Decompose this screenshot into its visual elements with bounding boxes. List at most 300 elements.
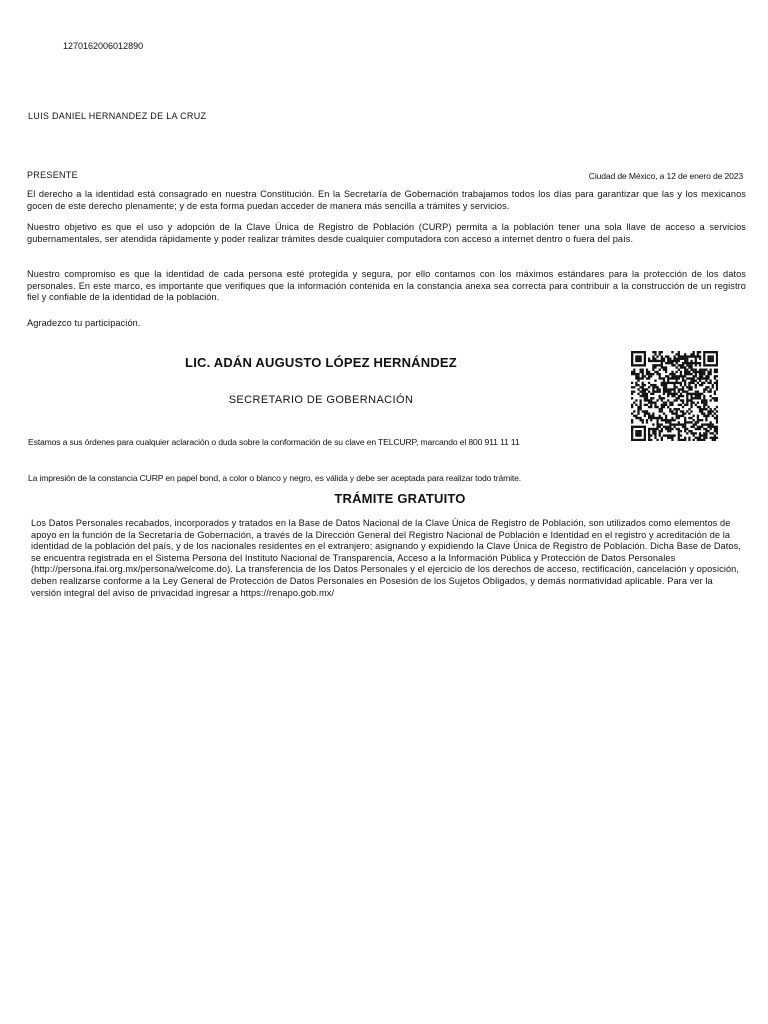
qr-module — [631, 360, 633, 362]
qr-module — [656, 388, 658, 390]
qr-module — [678, 423, 680, 425]
qr-module — [703, 439, 705, 441]
qr-module — [707, 430, 709, 432]
qr-module — [648, 391, 650, 393]
qr-module — [659, 430, 661, 432]
qr-module — [631, 432, 633, 434]
qr-module — [639, 430, 641, 432]
qr-module — [714, 377, 716, 379]
qr-module — [644, 404, 646, 406]
qr-module — [669, 373, 671, 375]
qr-module — [684, 369, 686, 371]
qr-module — [659, 423, 661, 425]
qr-module — [667, 393, 669, 395]
qr-module — [716, 355, 718, 357]
qr-module — [648, 417, 650, 419]
qr-module — [705, 401, 707, 403]
qr-module — [631, 434, 633, 436]
qr-module — [693, 371, 695, 373]
qr-module — [665, 362, 667, 364]
qr-module — [714, 393, 716, 395]
qr-module — [697, 371, 699, 373]
qr-module — [682, 439, 684, 441]
qr-module — [671, 388, 673, 390]
qr-module — [644, 434, 646, 436]
qr-module — [659, 417, 661, 419]
qr-module — [693, 401, 695, 403]
qr-module — [701, 408, 703, 410]
qr-module — [633, 386, 635, 388]
qr-module — [686, 421, 688, 423]
qr-module — [656, 417, 658, 419]
qr-module — [669, 434, 671, 436]
qr-module — [684, 412, 686, 414]
qr-module — [650, 397, 652, 399]
qr-module — [654, 380, 656, 382]
qr-module — [667, 434, 669, 436]
qr-module — [701, 384, 703, 386]
qr-module — [712, 426, 714, 428]
qr-module — [661, 355, 663, 357]
qr-module — [690, 373, 692, 375]
qr-module — [716, 386, 718, 388]
qr-module — [661, 362, 663, 364]
qr-module — [635, 373, 637, 375]
qr-module — [697, 419, 699, 421]
qr-module — [635, 432, 637, 434]
qr-module — [659, 353, 661, 355]
qr-module — [659, 377, 661, 379]
qr-module — [690, 410, 692, 412]
qr-module — [705, 386, 707, 388]
qr-module — [716, 397, 718, 399]
qr-module — [652, 366, 654, 368]
qr-module — [710, 351, 712, 353]
qr-module — [714, 364, 716, 366]
qr-module — [650, 439, 652, 441]
qr-module — [659, 373, 661, 375]
qr-module — [673, 399, 675, 401]
qr-module — [690, 377, 692, 379]
qr-module — [656, 421, 658, 423]
qr-module — [682, 406, 684, 408]
qr-module — [693, 415, 695, 417]
qr-module — [686, 377, 688, 379]
qr-module — [671, 382, 673, 384]
qr-module — [676, 408, 678, 410]
qr-module — [699, 373, 701, 375]
qr-module — [690, 353, 692, 355]
qr-module — [671, 395, 673, 397]
qr-module — [654, 371, 656, 373]
qr-module — [703, 351, 705, 353]
qr-module — [671, 417, 673, 419]
qr-module — [693, 393, 695, 395]
qr-module — [656, 373, 658, 375]
qr-module — [716, 380, 718, 382]
qr-module — [688, 393, 690, 395]
qr-module — [644, 388, 646, 390]
qr-module — [652, 360, 654, 362]
qr-module — [676, 399, 678, 401]
qr-module — [716, 406, 718, 408]
qr-module — [707, 391, 709, 393]
qr-module — [680, 355, 682, 357]
qr-module — [703, 404, 705, 406]
qr-module — [669, 388, 671, 390]
qr-module — [637, 410, 639, 412]
qr-module — [701, 377, 703, 379]
qr-module — [682, 388, 684, 390]
qr-module — [716, 362, 718, 364]
qr-module — [650, 428, 652, 430]
qr-module — [712, 415, 714, 417]
qr-module — [631, 373, 633, 375]
qr-module — [699, 371, 701, 373]
qr-module — [635, 404, 637, 406]
qr-module — [710, 421, 712, 423]
qr-module — [705, 380, 707, 382]
qr-module — [639, 406, 641, 408]
qr-module — [631, 351, 633, 353]
qr-module — [690, 362, 692, 364]
qr-module — [642, 373, 644, 375]
qr-module — [707, 364, 709, 366]
qr-module — [697, 355, 699, 357]
qr-module — [682, 375, 684, 377]
qr-module — [678, 395, 680, 397]
qr-module — [667, 399, 669, 401]
qr-module — [644, 351, 646, 353]
qr-module — [665, 391, 667, 393]
qr-module — [684, 371, 686, 373]
qr-module — [684, 355, 686, 357]
qr-module — [712, 360, 714, 362]
qr-module — [707, 373, 709, 375]
qr-module — [650, 417, 652, 419]
qr-module — [688, 377, 690, 379]
qr-module — [695, 386, 697, 388]
qr-module — [697, 437, 699, 439]
qr-module — [695, 364, 697, 366]
qr-module — [635, 426, 637, 428]
qr-module — [705, 404, 707, 406]
qr-module — [635, 377, 637, 379]
qr-module — [684, 426, 686, 428]
qr-module — [637, 434, 639, 436]
qr-module — [663, 380, 665, 382]
qr-module — [631, 404, 633, 406]
qr-module — [633, 426, 635, 428]
qr-module — [701, 393, 703, 395]
paragraph-identity: El derecho a la identidad está consagrado en nuestra Constitución. En la Secretaría de Gobernación trabajamos todos los días para garantizar que las y los mexicanos gocen de este derecho plenamente; y de esta forma puedan acceder de manera más sencilla a trámites y servicios. — [27, 189, 746, 211]
qr-module — [656, 371, 658, 373]
qr-module — [684, 437, 686, 439]
qr-module — [648, 386, 650, 388]
qr-module — [644, 432, 646, 434]
qr-module — [688, 399, 690, 401]
qr-module — [678, 430, 680, 432]
qr-module — [652, 432, 654, 434]
qr-module — [646, 404, 648, 406]
qr-module — [710, 408, 712, 410]
qr-module — [673, 382, 675, 384]
qr-module — [678, 397, 680, 399]
qr-module — [644, 391, 646, 393]
qr-module — [648, 358, 650, 360]
qr-module — [637, 375, 639, 377]
qr-module — [686, 399, 688, 401]
qr-module — [652, 393, 654, 395]
qr-module — [652, 388, 654, 390]
qr-module — [678, 421, 680, 423]
qr-module — [712, 384, 714, 386]
qr-module — [673, 388, 675, 390]
qr-module — [678, 437, 680, 439]
qr-module — [693, 353, 695, 355]
date-line: Ciudad de México, a 12 de enero de 2023 — [588, 171, 743, 181]
qr-module — [716, 430, 718, 432]
qr-module — [678, 404, 680, 406]
qr-module — [703, 360, 705, 362]
qr-module — [642, 382, 644, 384]
qr-module — [688, 355, 690, 357]
qr-module — [637, 373, 639, 375]
qr-module — [695, 362, 697, 364]
qr-module — [678, 417, 680, 419]
qr-module — [676, 393, 678, 395]
qr-module — [639, 404, 641, 406]
qr-module — [684, 419, 686, 421]
qr-module — [680, 358, 682, 360]
qr-module — [663, 369, 665, 371]
qr-module — [646, 410, 648, 412]
qr-module — [716, 432, 718, 434]
qr-module — [707, 426, 709, 428]
qr-module — [652, 386, 654, 388]
qr-module — [714, 412, 716, 414]
qr-module — [697, 395, 699, 397]
qr-module — [710, 373, 712, 375]
qr-module — [705, 437, 707, 439]
qr-module — [631, 386, 633, 388]
qr-module — [686, 369, 688, 371]
qr-module — [688, 382, 690, 384]
qr-module — [707, 351, 709, 353]
qr-module — [642, 410, 644, 412]
qr-module — [671, 434, 673, 436]
qr-module — [678, 375, 680, 377]
qr-module — [644, 428, 646, 430]
qr-module — [659, 426, 661, 428]
qr-module — [646, 393, 648, 395]
qr-module — [695, 380, 697, 382]
qr-module — [654, 366, 656, 368]
qr-module — [690, 388, 692, 390]
qr-module — [631, 355, 633, 357]
qr-module — [678, 439, 680, 441]
qr-module — [678, 434, 680, 436]
qr-module — [639, 386, 641, 388]
qr-module — [667, 377, 669, 379]
qr-module — [699, 406, 701, 408]
qr-module — [669, 391, 671, 393]
qr-module — [631, 439, 633, 441]
qr-module — [665, 426, 667, 428]
qr-module — [684, 375, 686, 377]
qr-module — [637, 426, 639, 428]
qr-module — [710, 410, 712, 412]
qr-module — [699, 439, 701, 441]
qr-module — [671, 393, 673, 395]
qr-module — [642, 395, 644, 397]
qr-module — [652, 415, 654, 417]
qr-module — [648, 439, 650, 441]
qr-module — [707, 406, 709, 408]
qr-module — [639, 360, 641, 362]
qr-module — [680, 439, 682, 441]
qr-module — [701, 401, 703, 403]
qr-module — [671, 423, 673, 425]
qr-module — [648, 434, 650, 436]
qr-module — [656, 391, 658, 393]
qr-module — [665, 421, 667, 423]
qr-module — [663, 434, 665, 436]
qr-module — [650, 415, 652, 417]
qr-module — [676, 386, 678, 388]
qr-module — [652, 369, 654, 371]
qr-module — [676, 410, 678, 412]
qr-module — [699, 380, 701, 382]
qr-module — [671, 371, 673, 373]
qr-module — [635, 430, 637, 432]
qr-module — [695, 404, 697, 406]
qr-module — [697, 393, 699, 395]
qr-module — [684, 353, 686, 355]
qr-module — [690, 397, 692, 399]
qr-module — [695, 421, 697, 423]
qr-module — [663, 358, 665, 360]
qr-module — [699, 355, 701, 357]
qr-module — [665, 369, 667, 371]
qr-module — [707, 358, 709, 360]
qr-module — [705, 432, 707, 434]
qr-module — [686, 395, 688, 397]
qr-module — [684, 362, 686, 364]
qr-module — [682, 426, 684, 428]
qr-module — [678, 415, 680, 417]
qr-module — [716, 364, 718, 366]
qr-module — [703, 358, 705, 360]
qr-module — [646, 412, 648, 414]
qr-module — [644, 437, 646, 439]
qr-module — [688, 417, 690, 419]
qr-module — [654, 358, 656, 360]
qr-module — [697, 406, 699, 408]
qr-module — [693, 362, 695, 364]
qr-module — [642, 377, 644, 379]
qr-module — [663, 406, 665, 408]
qr-module — [637, 406, 639, 408]
qr-module — [661, 377, 663, 379]
qr-module — [703, 397, 705, 399]
qr-module — [688, 373, 690, 375]
qr-module — [661, 430, 663, 432]
qr-module — [693, 423, 695, 425]
qr-module — [659, 432, 661, 434]
qr-module — [637, 388, 639, 390]
qr-module — [656, 428, 658, 430]
qr-module — [667, 360, 669, 362]
qr-module — [661, 408, 663, 410]
qr-module — [659, 388, 661, 390]
qr-module — [637, 351, 639, 353]
qr-module — [695, 369, 697, 371]
qr-module — [688, 408, 690, 410]
qr-module — [671, 419, 673, 421]
qr-module — [635, 417, 637, 419]
qr-module — [661, 351, 663, 353]
recipient-name: LUIS DANIEL HERNANDEZ DE LA CRUZ — [28, 111, 207, 121]
qr-module — [663, 419, 665, 421]
qr-module — [678, 428, 680, 430]
qr-module — [639, 426, 641, 428]
qr-module — [695, 384, 697, 386]
qr-module — [710, 380, 712, 382]
qr-module — [667, 388, 669, 390]
qr-module — [669, 362, 671, 364]
qr-module — [699, 397, 701, 399]
qr-module — [652, 430, 654, 432]
qr-module — [654, 428, 656, 430]
qr-module — [688, 421, 690, 423]
qr-module — [673, 408, 675, 410]
salutation: PRESENTE — [27, 170, 78, 180]
qr-module — [648, 428, 650, 430]
qr-module — [695, 423, 697, 425]
qr-module — [661, 399, 663, 401]
qr-module — [705, 351, 707, 353]
qr-module — [695, 437, 697, 439]
qr-module — [695, 360, 697, 362]
qr-module — [676, 412, 678, 414]
qr-module — [654, 364, 656, 366]
qr-module — [665, 375, 667, 377]
qr-module — [673, 386, 675, 388]
qr-module — [714, 408, 716, 410]
qr-module — [646, 419, 648, 421]
qr-module — [682, 380, 684, 382]
qr-module — [693, 439, 695, 441]
qr-module — [652, 358, 654, 360]
qr-module — [652, 364, 654, 366]
qr-module — [648, 415, 650, 417]
qr-module — [703, 369, 705, 371]
qr-module — [716, 369, 718, 371]
qr-module — [714, 371, 716, 373]
qr-module — [710, 369, 712, 371]
qr-module — [710, 364, 712, 366]
qr-module — [705, 428, 707, 430]
qr-module — [639, 408, 641, 410]
qr-module — [669, 423, 671, 425]
qr-module — [686, 364, 688, 366]
qr-module — [690, 366, 692, 368]
qr-module — [690, 369, 692, 371]
qr-module — [644, 360, 646, 362]
qr-module — [707, 382, 709, 384]
qr-module — [714, 434, 716, 436]
